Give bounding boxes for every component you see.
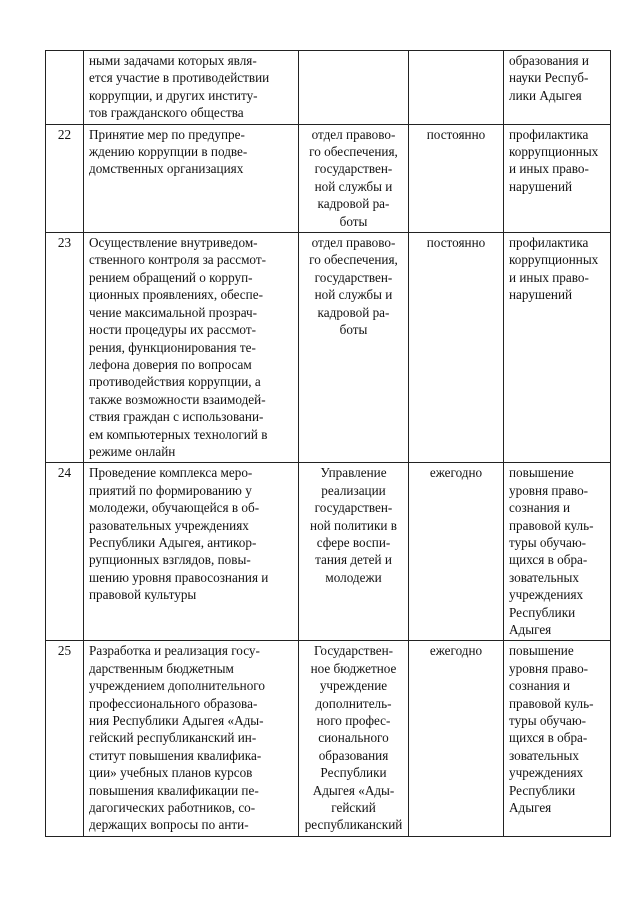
measure-cell-line: тов гражданского общества bbox=[89, 105, 244, 121]
executor-cell-line: ной политики в bbox=[310, 517, 397, 533]
measure-cell-line: рупционных взглядов, повы- bbox=[89, 552, 251, 568]
term-cell bbox=[409, 233, 504, 463]
executor-cell-line: го обеспечения, bbox=[309, 252, 398, 268]
measure-cell-line: лефона доверия по вопросам bbox=[89, 356, 252, 372]
result-cell bbox=[504, 233, 611, 463]
measure-cell-line: ждению коррупции в подве- bbox=[89, 144, 248, 160]
table-row bbox=[46, 233, 611, 463]
executor-cell-line: учреждение bbox=[319, 678, 388, 694]
executor-cell-line: ного профес- bbox=[316, 713, 391, 729]
term-text: постоянно bbox=[426, 235, 486, 251]
term-cell bbox=[409, 124, 504, 232]
measure-cell-line: учреждением дополнительного bbox=[89, 678, 265, 694]
executor-cell-line: Государствен- bbox=[313, 643, 394, 659]
row-number: 25 bbox=[57, 643, 72, 659]
measure-cell-line: повышения квалификации пе- bbox=[89, 782, 259, 798]
result-cell-line: профилактика bbox=[509, 126, 589, 142]
result-cell-line: зовательных bbox=[509, 569, 580, 585]
result-cell-line: уровня право- bbox=[509, 660, 589, 676]
measure-cell-line: профессионального образова- bbox=[89, 695, 258, 711]
executor-cell-line: образования bbox=[318, 747, 389, 763]
result-cell bbox=[504, 51, 611, 125]
result-cell-line: нарушений bbox=[509, 178, 573, 194]
executor-cell-line: Управление bbox=[320, 465, 387, 481]
row-number: 22 bbox=[57, 126, 72, 142]
executor-cell-line: ной службы и bbox=[314, 178, 393, 194]
executor-cell bbox=[299, 124, 409, 232]
result-cell-line: уровня право- bbox=[509, 482, 589, 498]
executor-cell-line: государствен- bbox=[314, 161, 393, 177]
result-cell-line: туры обучаю- bbox=[509, 534, 587, 550]
measure-cell-line: Осуществление внутриведом- bbox=[89, 235, 258, 251]
row-number-cell bbox=[46, 124, 84, 232]
measure-cell bbox=[84, 641, 299, 836]
result-cell-line: правовой куль- bbox=[509, 517, 594, 533]
table-row bbox=[46, 51, 611, 125]
measure-cell-line: разовательных учреждениях bbox=[89, 517, 249, 533]
result-cell-line: и иных право- bbox=[509, 161, 589, 177]
executor-cell-line: реализации bbox=[321, 482, 386, 498]
executor-cell-line: кадровой ра- bbox=[317, 196, 390, 212]
executor-cell-line: го обеспечения, bbox=[309, 144, 398, 160]
executor-cell-line: сфере воспи- bbox=[316, 534, 391, 550]
measure-cell bbox=[84, 124, 299, 232]
executor-cell-line: государствен- bbox=[314, 500, 393, 516]
result-cell-line: и иных право- bbox=[509, 269, 589, 285]
executor-cell-line: кадровой ра- bbox=[317, 304, 390, 320]
measure-cell-line: ствия граждан с использовани- bbox=[89, 409, 264, 425]
result-cell-line: коррупционных bbox=[509, 252, 599, 268]
executor-cell bbox=[299, 233, 409, 463]
term-cell bbox=[409, 463, 504, 641]
measure-cell-line: ности процедуры их рассмот- bbox=[89, 322, 257, 338]
executor-cell-line: ное бюджетное bbox=[310, 660, 397, 676]
executor-cell-line: государствен- bbox=[314, 269, 393, 285]
measure-cell-line: ется участие в противодействии bbox=[89, 70, 270, 86]
measure-cell-line: коррупции, и других институ- bbox=[89, 87, 258, 103]
measure-cell-line: держащих вопросы по анти- bbox=[89, 817, 249, 833]
result-cell-line: учреждениях bbox=[509, 587, 584, 603]
measure-cell-line: рения, функционирования те- bbox=[89, 339, 256, 355]
executor-cell bbox=[299, 641, 409, 836]
term-text: ежегодно bbox=[429, 465, 483, 481]
measure-cell-line: дагогических работников, со- bbox=[89, 800, 256, 816]
executor-cell-line: боты bbox=[339, 322, 368, 338]
table-row bbox=[46, 124, 611, 232]
measure-cell-line: чение максимальной прозрач- bbox=[89, 304, 258, 320]
measures-table bbox=[45, 50, 611, 837]
result-cell-line: сознания и bbox=[509, 678, 571, 694]
measure-cell-line: молодежи, обучающейся в об- bbox=[89, 500, 260, 516]
measure-cell bbox=[84, 233, 299, 463]
executor-cell-line: республиканский bbox=[304, 817, 403, 833]
measure-cell-line: противодействия коррупции, а bbox=[89, 374, 261, 390]
measures-table-body bbox=[46, 51, 611, 837]
result-cell-line: Адыгея bbox=[509, 622, 552, 637]
executor-cell-line: сионального bbox=[318, 730, 389, 746]
measure-cell-line: шению уровня правосознания и bbox=[89, 569, 269, 585]
term-cell bbox=[409, 641, 504, 836]
result-cell-line: сознания и bbox=[509, 500, 571, 516]
executor-cell-line: отдел правово- bbox=[311, 126, 396, 142]
result-cell-line: Республики bbox=[509, 782, 576, 798]
executor-cell-line: Республики bbox=[320, 765, 387, 781]
result-cell bbox=[504, 124, 611, 232]
measure-cell-line: режиме онлайн bbox=[89, 443, 176, 459]
table-row bbox=[46, 463, 611, 641]
executor-cell-line: ной службы и bbox=[314, 287, 393, 303]
result-cell-line: туры обучаю- bbox=[509, 713, 587, 729]
executor-cell bbox=[299, 51, 409, 125]
result-cell-line: правовой куль- bbox=[509, 695, 594, 711]
measure-cell-line: дарственным бюджетным bbox=[89, 660, 234, 676]
result-cell-line: нарушений bbox=[509, 287, 573, 303]
row-number: 24 bbox=[57, 465, 72, 481]
result-cell-line: Адыгея bbox=[509, 800, 552, 816]
result-cell-line: коррупционных bbox=[509, 144, 599, 160]
measure-cell-line: также возможности взаимодей- bbox=[89, 391, 266, 407]
result-cell-line: повышение bbox=[509, 643, 574, 659]
result-cell-line: щихся в обра- bbox=[509, 552, 588, 568]
measure-cell-line: ем компьютерных технологий в bbox=[89, 426, 268, 442]
measure-cell-line: Разработка и реализация госу- bbox=[89, 643, 260, 659]
row-number-cell bbox=[46, 463, 84, 641]
measure-cell-line: гейский республиканский ин- bbox=[89, 730, 257, 746]
row-number-cell bbox=[46, 641, 84, 836]
result-cell-line: учреждениях bbox=[509, 765, 584, 781]
executor-cell-line: отдел правово- bbox=[311, 235, 396, 251]
executor-cell-line: боты bbox=[339, 213, 368, 229]
measure-cell-line: правовой культуры bbox=[89, 587, 197, 603]
result-cell-line: науки Респуб- bbox=[509, 70, 589, 86]
executor-cell-line: Адыгея «Ады- bbox=[312, 782, 395, 798]
executor-cell-line: молодежи bbox=[325, 569, 382, 585]
measure-cell-line: домственных организациях bbox=[89, 161, 244, 177]
result-cell bbox=[504, 463, 611, 641]
term-text: постоянно bbox=[426, 126, 486, 142]
row-number-cell bbox=[46, 233, 84, 463]
measure-cell-line: ными задачами которых явля- bbox=[89, 53, 257, 68]
executor-cell-line: тания детей и bbox=[315, 552, 392, 568]
measure-cell bbox=[84, 51, 299, 125]
measure-cell-line: Принятие мер по предупре- bbox=[89, 126, 245, 142]
term-cell bbox=[409, 51, 504, 125]
measure-cell bbox=[84, 463, 299, 641]
measure-cell-line: ститут повышения квалифика- bbox=[89, 747, 262, 763]
result-cell bbox=[504, 641, 611, 836]
measure-cell-line: ционных проявлениях, обеспе- bbox=[89, 287, 263, 303]
result-cell-line: образования и bbox=[509, 53, 589, 68]
measure-cell-line: ственного контроля за рассмот- bbox=[89, 252, 266, 268]
measure-cell-line: ции» учебных планов курсов bbox=[89, 765, 253, 781]
term-text: ежегодно bbox=[429, 643, 483, 659]
row-number: 23 bbox=[57, 235, 72, 251]
measure-cell-line: приятий по формированию у bbox=[89, 482, 252, 498]
result-cell-line: щихся в обра- bbox=[509, 730, 588, 746]
result-cell-line: профилактика bbox=[509, 235, 589, 251]
result-cell-line: повышение bbox=[509, 465, 574, 481]
measure-cell-line: Республики Адыгея, антикор- bbox=[89, 534, 257, 550]
measure-cell-line: рением обращений о корруп- bbox=[89, 269, 253, 285]
result-cell-line: Республики bbox=[509, 604, 576, 620]
result-cell-line: лики Адыгея bbox=[509, 87, 582, 103]
result-cell-line: зовательных bbox=[509, 747, 580, 763]
executor-cell-line: дополнитель- bbox=[315, 695, 392, 711]
executor-cell bbox=[299, 463, 409, 641]
measure-cell-line: Проведение комплекса меро- bbox=[89, 465, 253, 481]
executor-cell-line: гейский bbox=[331, 800, 376, 816]
table-row bbox=[46, 641, 611, 836]
row-number-cell bbox=[46, 51, 84, 125]
measure-cell-line: ния Республики Адыгея «Ады- bbox=[89, 713, 264, 729]
